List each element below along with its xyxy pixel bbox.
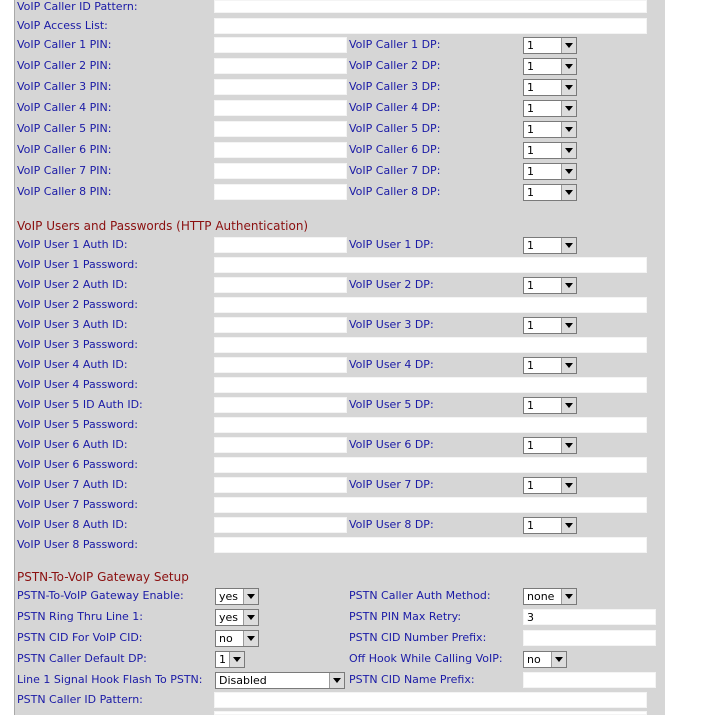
pstn-caller-id-pattern-label: PSTN Caller ID Pattern:	[17, 693, 143, 706]
voip-user-auth-input[interactable]	[214, 237, 347, 253]
voip-user-dp-select[interactable]	[523, 237, 577, 254]
voip-user-auth-label: VoIP User 3 Auth ID:	[17, 318, 128, 331]
voip-caller-pin-input[interactable]	[214, 142, 347, 158]
voip-user-password-label: VoIP User 5 Password:	[17, 418, 138, 431]
voip-caller-pin-label: VoIP Caller 2 PIN:	[17, 59, 112, 72]
voip-caller-dp-label: VoIP Caller 2 DP:	[349, 59, 441, 72]
voip-caller-dp-select-value: 1	[527, 39, 534, 52]
voip-caller-dp-label: VoIP Caller 1 DP:	[349, 38, 441, 51]
voip-user-dp-label: VoIP User 3 DP:	[349, 318, 434, 331]
voip-caller-dp-select-value: 1	[527, 186, 534, 199]
voip-user-dp-label: VoIP User 4 DP:	[349, 358, 434, 371]
pin-max-retry-label: PSTN PIN Max Retry:	[349, 610, 462, 623]
gateway-section-title: PSTN-To-VoIP Gateway Setup	[17, 570, 189, 584]
caller-default-dp-value: 1	[219, 653, 226, 666]
off-hook-select[interactable]	[523, 651, 567, 668]
voip-user-password-label: VoIP User 6 Password:	[17, 458, 138, 471]
voip-caller-dp-select-value: 1	[527, 60, 534, 73]
voip-caller-dp-select-value: 1	[527, 81, 534, 94]
voip-caller-dp-select-value: 1	[527, 102, 534, 115]
voip-user-auth-input[interactable]	[214, 277, 347, 293]
voip-user-password-input[interactable]	[214, 537, 647, 553]
voip-caller-dp-label: VoIP Caller 7 DP:	[349, 164, 441, 177]
voip-caller-dp-select[interactable]	[523, 100, 577, 117]
cid-for-voip-select[interactable]	[215, 630, 259, 647]
voip-access-list-input[interactable]	[214, 18, 647, 34]
voip-user-dp-select[interactable]	[523, 277, 577, 294]
chevron-down-icon[interactable]	[561, 589, 576, 604]
voip-user-dp-label: VoIP User 8 DP:	[349, 518, 434, 531]
cut-off-input[interactable]	[214, 711, 647, 715]
cid-number-prefix-label: PSTN CID Number Prefix:	[349, 631, 487, 644]
voip-user-dp-select[interactable]	[523, 517, 577, 534]
caller-auth-method-select[interactable]	[523, 588, 577, 605]
chevron-down-icon[interactable]	[561, 185, 576, 200]
voip-user-auth-input[interactable]	[214, 437, 347, 453]
voip-caller-pin-label: VoIP Caller 1 PIN:	[17, 38, 112, 51]
voip-caller-pin-input[interactable]	[214, 37, 347, 53]
voip-user-dp-select[interactable]	[523, 357, 577, 374]
voip-user-dp-select[interactable]	[523, 397, 577, 414]
cid-number-prefix-input[interactable]	[523, 630, 656, 646]
hook-flash-value: Disabled	[219, 674, 267, 687]
ring-thru-value: yes	[219, 611, 239, 624]
chevron-down-icon[interactable]	[561, 358, 576, 373]
voip-user-password-input[interactable]	[214, 297, 647, 313]
cid-name-prefix-label: PSTN CID Name Prefix:	[349, 673, 475, 686]
voip-user-dp-select-value: 1	[527, 239, 534, 252]
caller-auth-method-label: PSTN Caller Auth Method:	[349, 589, 491, 602]
voip-user-auth-input[interactable]	[214, 477, 347, 493]
voip-user-dp-select[interactable]	[523, 477, 577, 494]
voip-user-dp-select-value: 1	[527, 519, 534, 532]
voip-caller-pin-label: VoIP Caller 7 PIN:	[17, 164, 112, 177]
voip-user-auth-label: VoIP User 1 Auth ID:	[17, 238, 128, 251]
chevron-down-icon[interactable]	[561, 278, 576, 293]
voip-caller-pin-input[interactable]	[214, 184, 347, 200]
voip-user-auth-input[interactable]	[214, 397, 347, 413]
cid-for-voip-label: PSTN CID For VoIP CID:	[17, 631, 143, 644]
gateway-enable-label: PSTN-To-VoIP Gateway Enable:	[17, 589, 184, 602]
voip-caller-dp-label: VoIP Caller 8 DP:	[349, 185, 441, 198]
gateway-enable-select[interactable]	[215, 588, 259, 605]
voip-user-dp-label: VoIP User 6 DP:	[349, 438, 434, 451]
voip-caller-dp-label: VoIP Caller 3 DP:	[349, 80, 441, 93]
voip-user-auth-input[interactable]	[214, 317, 347, 333]
voip-caller-dp-select[interactable]	[523, 184, 577, 201]
voip-user-password-input[interactable]	[214, 457, 647, 473]
voip-user-auth-label: VoIP User 6 Auth ID:	[17, 438, 128, 451]
voip-user-auth-label: VoIP User 2 Auth ID:	[17, 278, 128, 291]
chevron-down-icon[interactable]	[561, 143, 576, 158]
voip-user-dp-select[interactable]	[523, 437, 577, 454]
voip-caller-pin-input[interactable]	[214, 100, 347, 116]
off-hook-value: no	[527, 653, 541, 666]
voip-user-dp-label: VoIP User 5 DP:	[349, 398, 434, 411]
chevron-down-icon[interactable]	[243, 589, 258, 604]
voip-user-password-label: VoIP User 4 Password:	[17, 378, 138, 391]
chevron-down-icon[interactable]	[561, 238, 576, 253]
chevron-down-icon[interactable]	[243, 610, 258, 625]
voip-user-dp-select-value: 1	[527, 479, 534, 492]
chevron-down-icon[interactable]	[561, 478, 576, 493]
voip-caller-id-pattern-label: VoIP Caller ID Pattern:	[17, 0, 138, 13]
chevron-down-icon[interactable]	[561, 164, 576, 179]
voip-caller-id-pattern-input[interactable]	[214, 0, 647, 13]
chevron-down-icon[interactable]	[329, 673, 344, 688]
voip-user-dp-select-value: 1	[527, 439, 534, 452]
voip-caller-pin-label: VoIP Caller 8 PIN:	[17, 185, 112, 198]
voip-caller-dp-select-value: 1	[527, 144, 534, 157]
chevron-down-icon[interactable]	[243, 631, 258, 646]
ring-thru-label: PSTN Ring Thru Line 1:	[17, 610, 144, 623]
users-section-title: VoIP Users and Passwords (HTTP Authentication)	[17, 219, 309, 233]
cid-for-voip-value: no	[219, 632, 233, 645]
voip-user-auth-label: VoIP User 4 Auth ID:	[17, 358, 128, 371]
voip-caller-pin-label: VoIP Caller 3 PIN:	[17, 80, 112, 93]
voip-user-password-input[interactable]	[214, 337, 647, 353]
voip-user-dp-select[interactable]	[523, 317, 577, 334]
chevron-down-icon[interactable]	[561, 398, 576, 413]
chevron-down-icon[interactable]	[561, 101, 576, 116]
voip-caller-dp-select[interactable]	[523, 58, 577, 75]
pstn-caller-id-pattern-input[interactable]	[214, 692, 647, 708]
pin-max-retry-input[interactable]: 3	[523, 609, 656, 625]
voip-user-password-label: VoIP User 8 Password:	[17, 538, 138, 551]
voip-caller-dp-select[interactable]	[523, 79, 577, 96]
voip-access-list-label: VoIP Access List:	[17, 19, 108, 32]
voip-caller-pin-label: VoIP Caller 5 PIN:	[17, 122, 112, 135]
voip-user-password-input[interactable]	[214, 257, 647, 273]
chevron-down-icon[interactable]	[551, 652, 566, 667]
voip-user-dp-select-value: 1	[527, 279, 534, 292]
voip-caller-pin-input[interactable]	[214, 121, 347, 137]
voip-user-password-label: VoIP User 1 Password:	[17, 258, 138, 271]
settings-panel	[14, 0, 665, 715]
voip-user-auth-label: VoIP User 8 Auth ID:	[17, 518, 128, 531]
voip-caller-dp-select[interactable]	[523, 121, 577, 138]
voip-user-dp-label: VoIP User 2 DP:	[349, 278, 434, 291]
voip-user-password-label: VoIP User 2 Password:	[17, 298, 138, 311]
gateway-enable-value: yes	[219, 590, 239, 603]
caller-default-dp-select[interactable]	[215, 651, 245, 668]
voip-caller-dp-select[interactable]	[523, 37, 577, 54]
voip-user-auth-input[interactable]	[214, 517, 347, 533]
chevron-down-icon[interactable]	[561, 122, 576, 137]
voip-caller-pin-input[interactable]	[214, 163, 347, 179]
voip-caller-dp-label: VoIP Caller 5 DP:	[349, 122, 441, 135]
voip-caller-pin-label: VoIP Caller 4 PIN:	[17, 101, 112, 114]
caller-auth-method-value: none	[527, 590, 555, 603]
chevron-down-icon[interactable]	[561, 80, 576, 95]
off-hook-label: Off Hook While Calling VoIP:	[349, 652, 503, 665]
voip-user-dp-select-value: 1	[527, 359, 534, 372]
voip-user-auth-label: VoIP User 5 ID Auth ID:	[17, 398, 143, 411]
hook-flash-label: Line 1 Signal Hook Flash To PSTN:	[17, 673, 203, 686]
voip-user-dp-label: VoIP User 7 DP:	[349, 478, 434, 491]
voip-user-password-input[interactable]	[214, 417, 647, 433]
voip-caller-pin-label: VoIP Caller 6 PIN:	[17, 143, 112, 156]
chevron-down-icon[interactable]	[561, 318, 576, 333]
voip-caller-dp-select-value: 1	[527, 165, 534, 178]
caller-default-dp-label: PSTN Caller Default DP:	[17, 652, 147, 665]
voip-caller-dp-label: VoIP Caller 4 DP:	[349, 101, 441, 114]
voip-caller-dp-select[interactable]	[523, 142, 577, 159]
chevron-down-icon[interactable]	[561, 38, 576, 53]
chevron-down-icon[interactable]	[561, 518, 576, 533]
voip-user-password-label: VoIP User 3 Password:	[17, 338, 138, 351]
hook-flash-select[interactable]	[215, 672, 345, 689]
voip-caller-dp-select[interactable]	[523, 163, 577, 180]
voip-user-password-label: VoIP User 7 Password:	[17, 498, 138, 511]
voip-caller-dp-select-value: 1	[527, 123, 534, 136]
voip-user-dp-label: VoIP User 1 DP:	[349, 238, 434, 251]
voip-caller-pin-input[interactable]	[214, 79, 347, 95]
voip-user-password-input[interactable]	[214, 377, 647, 393]
chevron-down-icon[interactable]	[561, 59, 576, 74]
chevron-down-icon[interactable]	[561, 438, 576, 453]
voip-caller-pin-input[interactable]	[214, 58, 347, 74]
ring-thru-select[interactable]	[215, 609, 259, 626]
voip-user-auth-label: VoIP User 7 Auth ID:	[17, 478, 128, 491]
chevron-down-icon[interactable]	[229, 652, 244, 667]
cid-name-prefix-input[interactable]	[523, 672, 656, 688]
voip-user-password-input[interactable]	[214, 497, 647, 513]
voip-user-dp-select-value: 1	[527, 319, 534, 332]
voip-user-dp-select-value: 1	[527, 399, 534, 412]
voip-caller-dp-label: VoIP Caller 6 DP:	[349, 143, 441, 156]
voip-user-auth-input[interactable]	[214, 357, 347, 373]
